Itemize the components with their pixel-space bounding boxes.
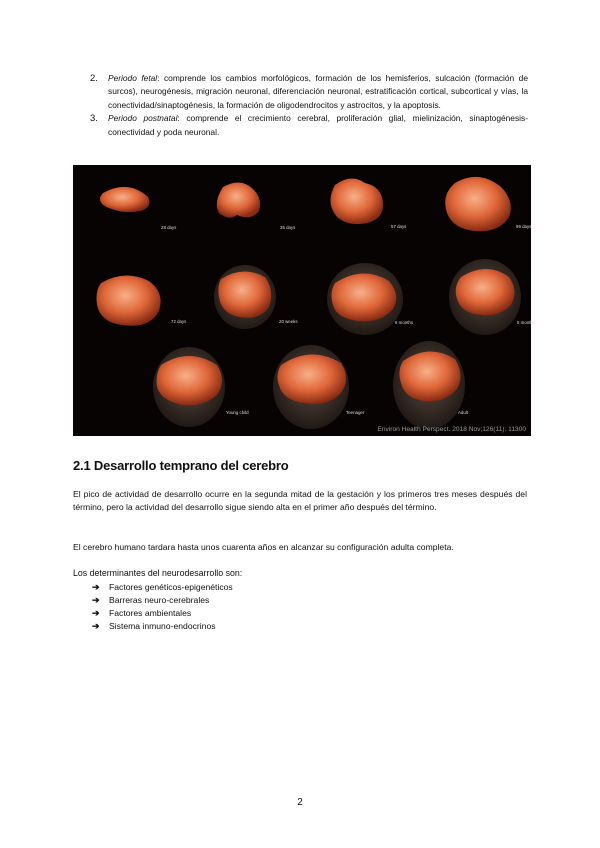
- item-text: [108, 72, 528, 112]
- list-item: [92, 581, 233, 594]
- list-item: [92, 607, 233, 620]
- figure-credit: Environ Health Perspect. 2018 Nov;126(11): 11300: [377, 426, 526, 433]
- brain-young-child: [153, 347, 225, 427]
- list-item-postnatal: [90, 112, 528, 139]
- numbered-list: [90, 72, 528, 139]
- item-term: Periodo postnatal: [108, 113, 178, 124]
- brain-5-months: [449, 259, 521, 335]
- item-description: : comprende los cambios morfológicos, formación de los hemisferios, sulcación (formación de surcos), neurogénesis, migración neuronal, diferenciación neuronal, estratificación cortical, subcortical y vías, la conectividad/sinaptogénesis, la formación de oligodendrocitos y astrocitos, y la apoptosis.: [108, 73, 528, 110]
- paragraph-development-peak: El pico de actividad de desarrollo ocurre en la segunda mitad de la gestación y los primeros tres meses después del término, pero la actividad del desarrollo sigue siendo alta en el primer año después del término.: [73, 489, 527, 513]
- brain-28-days: [100, 187, 149, 212]
- stage-label-adult: Adult: [458, 410, 469, 415]
- stage-label-35-days: 35 days: [280, 225, 296, 230]
- bullet-text: Factores ambientales: [109, 608, 192, 618]
- bullet-text: Barreras neuro-cerebrales: [109, 595, 210, 605]
- bullet-text: Sistema inmuno-endocrinos: [109, 621, 216, 631]
- stage-label-young-child: Young child: [226, 410, 249, 415]
- item-text: [108, 112, 528, 139]
- stage-label-99-days: 99 days: [516, 224, 532, 229]
- stage-label-72-days: 72 days: [171, 319, 187, 324]
- stage-label-teenager: Teenager: [346, 410, 365, 415]
- brain-57-days: [330, 178, 383, 224]
- brain-teenager: [273, 345, 349, 429]
- brain-72-days: [97, 275, 161, 325]
- list-item-fetal: [90, 72, 528, 112]
- item-description: : comprende el crecimiento cerebral, proliferación glial, mielinización, sinaptogénesis-conectividad y poda neuronal.: [108, 113, 528, 137]
- determinants-list: [92, 581, 233, 633]
- list-item: [92, 594, 233, 607]
- arrow-right-icon: ➔: [92, 621, 100, 631]
- bullet-text: Factores genéticos-epigenéticos: [109, 582, 233, 592]
- arrow-right-icon: ➔: [92, 608, 100, 618]
- stage-label-28-days: 28 days: [161, 225, 177, 230]
- paragraph-adult-configuration: El cerebro humano tardara hasta unos cuarenta años en alcanzar su configuración adulta completa.: [73, 542, 454, 552]
- list-item: [92, 620, 233, 633]
- brain-adult: [393, 341, 465, 429]
- arrow-right-icon: ➔: [92, 595, 100, 605]
- stage-label-20-weeks: 20 weeks: [279, 319, 298, 324]
- brain-99-days: [445, 177, 511, 231]
- brain-6-months: [327, 263, 403, 335]
- determinants-intro: Los determinantes del neurodesarrollo son:: [73, 568, 243, 578]
- stage-label-57-days: 57 days: [391, 224, 407, 229]
- brain-35-days: [217, 182, 260, 217]
- stage-label-5-months: 5 months: [517, 320, 536, 325]
- section-heading: 2.1 Desarrollo temprano del cerebro: [73, 458, 289, 473]
- item-number: 2.: [90, 73, 98, 84]
- item-term: Periodo fetal: [108, 73, 158, 83]
- stage-label-6-months: 6 months: [395, 320, 414, 325]
- item-number: 3.: [90, 113, 98, 125]
- arrow-right-icon: ➔: [92, 582, 100, 592]
- brain-20-weeks: [214, 265, 276, 329]
- page-number: 2: [297, 797, 303, 808]
- brain-development-figure: [73, 165, 536, 436]
